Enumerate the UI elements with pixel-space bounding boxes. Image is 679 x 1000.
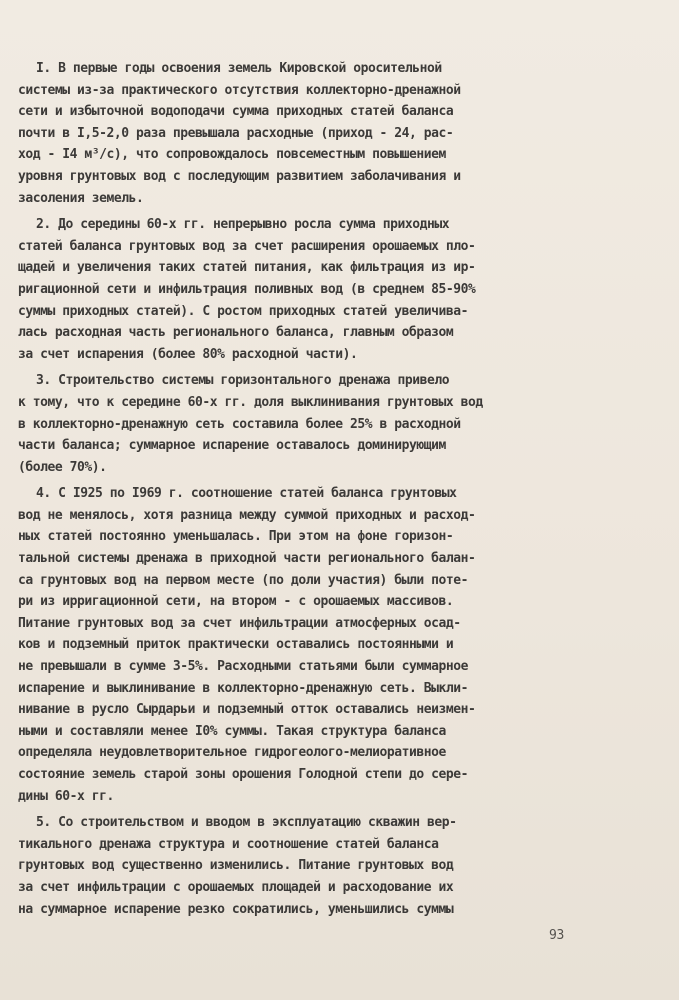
- page-number: 93: [549, 928, 565, 943]
- text-line: засоления земель.: [18, 190, 144, 206]
- text-line: ков и подземный приток практически оставались постоянными и: [18, 637, 454, 653]
- text-line: (более 70%).: [18, 459, 107, 475]
- text-line: 2. До середины 60-х гг. непрерывно росла сумма приходных: [36, 217, 450, 233]
- text-line: части баланса; суммарное испарение оставалось доминирующим: [18, 438, 446, 454]
- text-line: статей баланса грунтовых вод за счет расширения орошаемых пло-: [18, 238, 476, 254]
- text-line: в коллекторно-дренажную сеть составила более 25% в расходной: [18, 416, 461, 432]
- text-line: вод не менялось, хотя разница между суммой приходных и расход-: [18, 507, 476, 523]
- text-line: грунтовых вод существенно изменились. Питание грунтовых вод: [18, 858, 454, 874]
- text-line: са грунтовых вод на первом месте (по доли участия) были поте-: [18, 572, 468, 588]
- paragraph-4: [18, 483, 563, 807]
- paragraph-2: [18, 214, 563, 365]
- text-line: суммы приходных статей). С ростом приходных статей увеличива-: [18, 303, 468, 319]
- text-line: не превышали в сумме 3-5%. Расходными статьями были суммарное: [18, 659, 468, 675]
- text-line: состояние земель старой зоны орошения Голодной степи до сере-: [18, 767, 468, 782]
- text-line: лась расходная часть регионального баланса, главным образом: [18, 325, 454, 341]
- body-text: [18, 58, 563, 925]
- text-line: Питание грунтовых вод за счет инфильтрации атмосферных осад-: [18, 615, 461, 631]
- paragraph-1: [18, 58, 563, 209]
- paragraph-5: [18, 812, 563, 920]
- text-line: сети и избыточной водоподачи сумма приходных статей баланса: [18, 104, 454, 120]
- text-line: ри из ирригационной сети, на втором - с орошаемых массивов.: [18, 594, 454, 610]
- text-line: определяла неудовлетворительное гидрогеолого-мелиоративное: [18, 745, 446, 761]
- text-line: ригационной сети и инфильтрация поливных вод (в среднем 85-90%: [18, 281, 476, 297]
- text-line: почти в I,5-2,0 раза превышала расходные (приход - 24, рас-: [18, 125, 454, 141]
- text-line: 3. Строительство системы горизонтального дренажа привело: [36, 373, 450, 389]
- text-line: к тому, что к середине 60-х гг. доля выклинивания грунтовых вод: [18, 394, 483, 410]
- text-line: на суммарное испарение резко сократились, уменьшились суммы: [18, 901, 454, 917]
- text-line: ными и составляли менее I0% суммы. Такая структура баланса: [18, 723, 446, 739]
- text-line: испарение и выклинивание в коллекторно-дренажную сеть. Выкли-: [18, 680, 468, 696]
- text-line: тикального дренажа структура и соотношение статей баланса: [18, 836, 439, 852]
- text-line: тальной системы дренажа в приходной части регионального балан-: [18, 551, 476, 567]
- text-line: ных статей постоянно уменьшалась. При этом на фоне горизон-: [18, 529, 454, 545]
- text-line: щадей и увеличения таких статей питания, как фильтрация из ир-: [18, 260, 476, 276]
- text-line: 4. С I925 по I969 г. соотношение статей баланса грунтовых: [36, 486, 457, 502]
- text-line: I. В первые годы освоения земель Кировской оросительной: [36, 61, 442, 76]
- text-line: системы из-за практического отсутствия коллекторно-дренажной: [18, 82, 461, 98]
- text-line: нивание в русло Сырдарьи и подземный отток оставались неизмен-: [18, 702, 476, 718]
- text-line: 5. Со строительством и вводом в эксплуатацию скважин вер-: [36, 815, 457, 831]
- text-line: за счет испарения (более 80% расходной части).: [18, 346, 358, 362]
- text-line: за счет инфильтрации с орошаемых площадей и расходование их: [18, 879, 454, 895]
- text-line: уровня грунтовых вод с последующим развитием заболачивания и: [18, 168, 461, 184]
- paragraph-3: [18, 370, 563, 478]
- text-line: ход - I4 м³/с), что сопровождалось повсеместным повышением: [18, 147, 446, 163]
- text-line: дины 60-х гг.: [18, 788, 114, 804]
